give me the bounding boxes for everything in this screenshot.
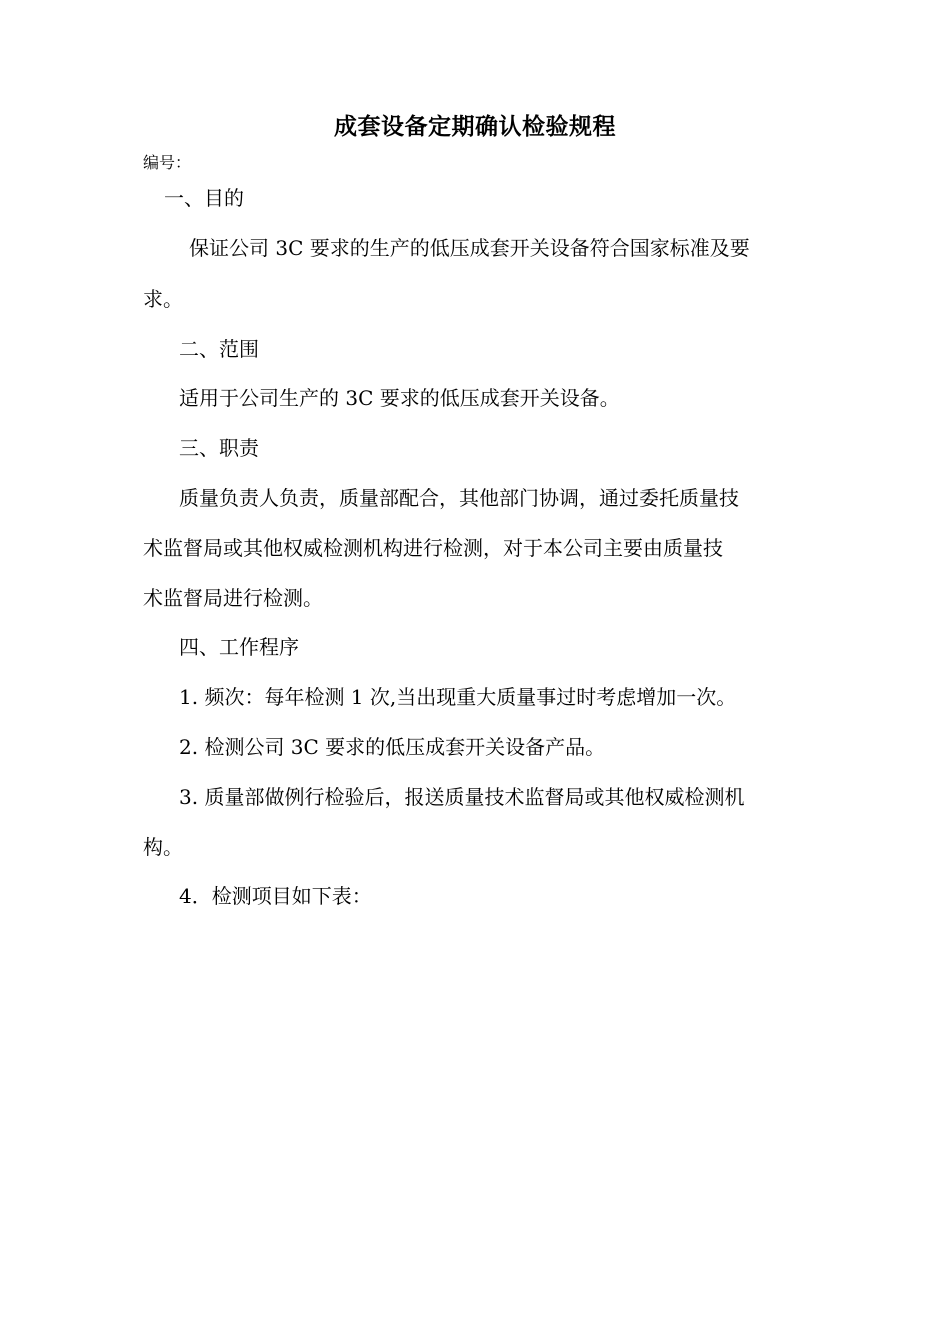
section-duty-body-line1: 质量负责人负责，质量部配合，其他部门协调，通过委托质量技 [179,486,739,510]
section-purpose-body-line2: 求。 [143,287,183,311]
section-purpose-heading: 一、目的 [164,186,244,210]
section-scope-heading: 二、范围 [179,337,259,361]
section-duty-body-line3: 术监督局进行检测。 [143,586,323,610]
procedure-item-1: 1. 频次：每年检测 1 次,当出现重大质量事过时考虑增加一次。 [179,685,737,709]
section-duty-heading: 三、职责 [179,436,259,460]
section-purpose-body-line1: 保证公司 3C 要求的生产的低压成套开关设备符合国家标准及要 [189,236,750,260]
procedure-item-3-line2: 构。 [143,835,183,859]
document-title: 成套设备定期确认检验规程 [334,113,616,140]
section-scope-body: 适用于公司生产的 3C 要求的低压成套开关设备。 [179,386,620,410]
section-procedure-heading: 四、工作程序 [179,635,299,659]
procedure-item-3-line1: 3. 质量部做例行检验后，报送质量技术监督局或其他权威检测机 [179,785,745,809]
serial-number-label: 编号： [143,153,192,172]
procedure-item-2: 2. 检测公司 3C 要求的低压成套开关设备产品。 [179,735,606,759]
section-duty-body-line2: 术监督局或其他权威检测机构进行检测，对于本公司主要由质量技 [143,536,723,560]
procedure-item-4: 4．检测项目如下表： [179,884,372,908]
